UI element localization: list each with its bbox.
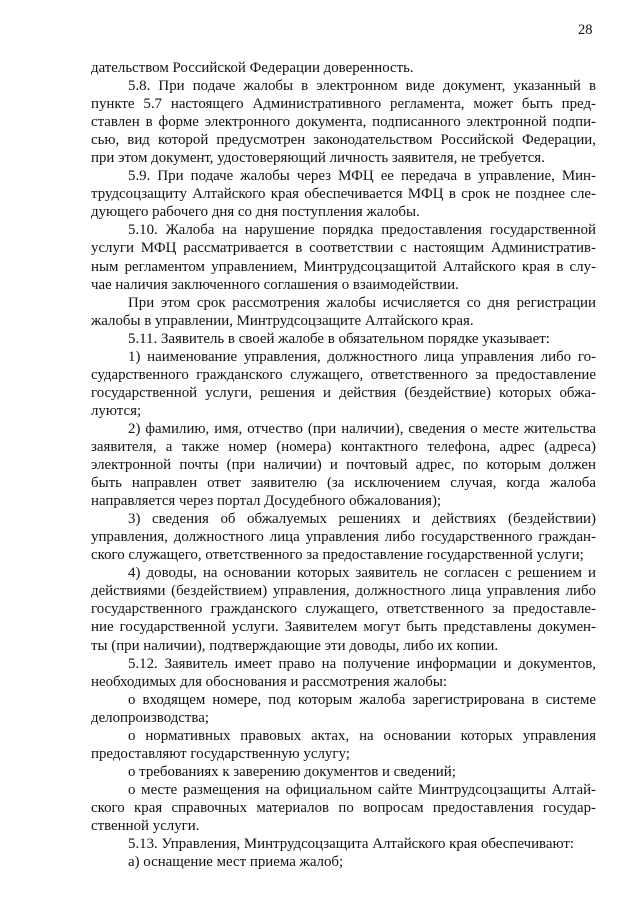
text-line: чае наличия заключенного соглашения о взаимодействии. — [91, 276, 459, 293]
text-line: сударственного гражданского служащего, ответственного за предоставление — [91, 366, 596, 383]
text-line: 5.8. При подаче жалобы в электронном виде документ, указанный в — [128, 78, 596, 95]
text-line: быть направлен ответ заявителю (за исключением случая, когда жалоба — [91, 475, 596, 492]
text-line: ты (при наличии), подтверждающие эти доводы, либо их копии. — [91, 637, 499, 654]
text-line: о входящем номере, под которым жалоба зарегистрирована в системе — [128, 691, 596, 708]
text-line: о месте размещения на официальном сайте Минтрудсоцзащиты Алтай- — [128, 781, 596, 798]
text-line: пункте 5.7 настоящего Административного регламента, может быть пред- — [91, 96, 596, 113]
text-line: 2) фамилию, имя, отчество (при наличии), сведения о месте жительства — [128, 420, 596, 437]
text-line: дующего рабочего дня со дня поступления жалобы. — [91, 204, 420, 221]
document-body — [91, 59, 596, 871]
text-line: 5.11. Заявитель в своей жалобе в обязательном порядке указывает: — [128, 330, 550, 347]
text-line: государственного гражданского служащего, ответственного за предоставле- — [91, 601, 596, 618]
text-line: предоставляют государственную услугу; — [91, 745, 350, 762]
text-line: управления, должностного лица управления либо государственного граждан- — [91, 529, 596, 546]
text-line: о нормативных правовых актах, на основании которых управления — [128, 727, 596, 744]
text-line: государственной услуги, решения и действия (бездействие) которых обжа- — [91, 384, 596, 401]
text-line: делопроизводства; — [91, 709, 209, 726]
text-line: При этом срок рассмотрения жалобы исчисляется со дня регистрации — [128, 294, 596, 311]
text-line: направляется через портал Досудебного обжалования); — [91, 493, 442, 510]
text-line: жалобы в управлении, Минтрудсоцзащите Алтайского края. — [91, 312, 474, 329]
text-line: 4) доводы, на основании которых заявитель не согласен с решением и — [128, 565, 596, 582]
text-line: 5.9. При подаче жалобы через МФЦ ее передача в управление, Мин- — [128, 168, 596, 185]
text-line: заявителя, а также номер (номера) контактного телефона, адрес (адреса) — [91, 438, 596, 455]
text-line: а) оснащение мест приема жалоб; — [128, 854, 344, 871]
text-line: ставлен в форме электронного документа, подписанного электронной подпи- — [91, 114, 596, 131]
text-line: 5.12. Заявитель имеет право на получение информации и документов, — [128, 655, 596, 672]
text-line: при этом документ, удостоверяющий личность заявителя, не требуется. — [91, 150, 545, 167]
text-line: действиями (бездействием) управления, должностного лица управления либо — [91, 583, 596, 600]
text-line: электронной почты (при наличии) и почтовый адрес, по которым должен — [91, 457, 596, 474]
text-line: луются; — [91, 402, 142, 419]
page-number: 28 — [578, 22, 593, 38]
text-line: 3) сведения об обжалуемых решениях и действиях (бездействии) — [128, 511, 596, 528]
text-line: сью, вид которой предусмотрен законодательством Российской Федерации, — [91, 132, 596, 149]
text-line: услуги МФЦ рассматривается в соответствии с настоящим Административ- — [91, 240, 596, 257]
text-line: ского служащего, ответственного за предоставление государственной услуги; — [91, 547, 584, 564]
text-line: ственной услуги. — [91, 817, 200, 834]
text-line: дательством Российской Федерации доверенность. — [91, 60, 414, 76]
text-line: 5.13. Управления, Минтрудсоцзащита Алтайского края обеспечивают: — [128, 836, 575, 853]
text-line: ным регламентом управлением, Минтрудсоцзащитой Алтайского края в слу- — [91, 258, 596, 275]
text-line: 1) наименование управления, должностного лица управления либо го- — [128, 348, 596, 365]
text-line: трудсоцзащиту Алтайского края обеспечивается МФЦ в срок не позднее сле- — [91, 186, 596, 203]
text-line: необходимых для обоснования и рассмотрения жалобы: — [91, 673, 447, 690]
text-line: ского края справочных материалов по вопросам предоставления государ- — [91, 799, 596, 816]
text-line: о требованиях к заверению документов и сведений; — [128, 763, 456, 780]
text-line: ние государственной услуги. Заявителем могут быть представлены докумен- — [91, 619, 596, 636]
text-line: 5.10. Жалоба на нарушение порядка предоставления государственной — [128, 222, 596, 239]
